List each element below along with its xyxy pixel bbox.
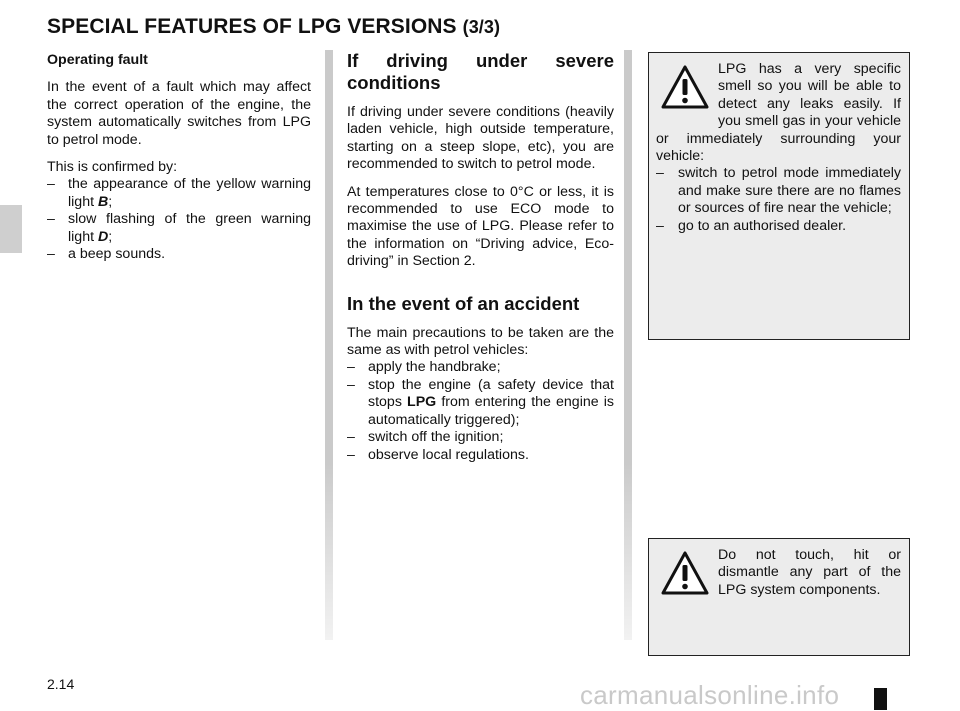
warning-list [656,165,901,235]
accident-intro: The main precautions to be taken are the same as with petrol vehicles: [347,324,614,359]
page-title [47,15,500,39]
gas-smell-warning-box [648,52,910,340]
operating-fault-subheading: Operating fault [47,52,148,68]
list-item: – apply the handbrake; [347,359,614,376]
list-item: – a beep sounds. [47,246,311,263]
chapter-tab [0,205,22,253]
left-column [47,52,311,263]
severe-conditions-heading: If driving under severe conditions [347,50,614,93]
do-not-touch-warning-box [648,538,910,656]
warning-triangle-icon [660,550,710,596]
precautions-list [347,359,614,463]
corner-marker [874,688,887,710]
list-item: – switch off the ignition; [347,429,614,446]
confirmation-list [47,176,311,263]
list-item: – slow flashing of the green warning light D; [47,211,311,246]
page-title-text: SPECIAL FEATURES OF LPG VERSIONS [47,15,457,38]
warning-light-ref: D [97,228,109,245]
operating-fault-paragraph: In the event of a fault which may affect the correct operation of the engine, the system automatically switches from LPG to petrol mode. [47,79,311,148]
list-item: – switch to petrol mode immediately and make sure there are no flames or sources of fire near the vehicle; [656,165,901,217]
column-divider [624,50,632,640]
middle-column [347,50,614,464]
warning-text: Do not touch, hit or dismantle any part of the LPG system components. [718,547,901,598]
list-item: – the appearance of the yellow warning light B; [47,176,311,211]
page-title-suffix: (3/3) [462,17,501,37]
watermark: carmanualsonline.info [580,680,840,710]
confirmation-intro: This is confirmed by: [47,159,178,176]
page-number: 2.14 [47,676,75,692]
warning-triangle-icon [660,64,710,110]
warning-light-ref: B [97,193,109,210]
severe-conditions-paragraph: If driving under severe conditions (heavily laden vehicle, high outside temperature, starting on a steep slope, etc), you are recommended to switch to petrol mode. [347,104,614,173]
warning-text: LPG has a very specific smell so you will be able to detect any leaks easily. If you smell gas in your vehicle or immediately surrounding your vehicle: [656,61,901,165]
list-item: – observe local regulations. [347,447,614,464]
list-item: – stop the engine (a safety device that stops LPG from entering the engine is automatically triggered); [347,377,614,429]
list-item: – go to an authorised dealer. [656,218,901,235]
eco-mode-paragraph: At temperatures close to 0°C or less, it is recommended to use ECO mode to maximise the use of LPG. Please refer to the information on “Driving advice, Eco-driving” in Section 2. [347,183,614,270]
column-divider [325,50,333,640]
accident-heading: In the event of an accident [347,292,580,314]
